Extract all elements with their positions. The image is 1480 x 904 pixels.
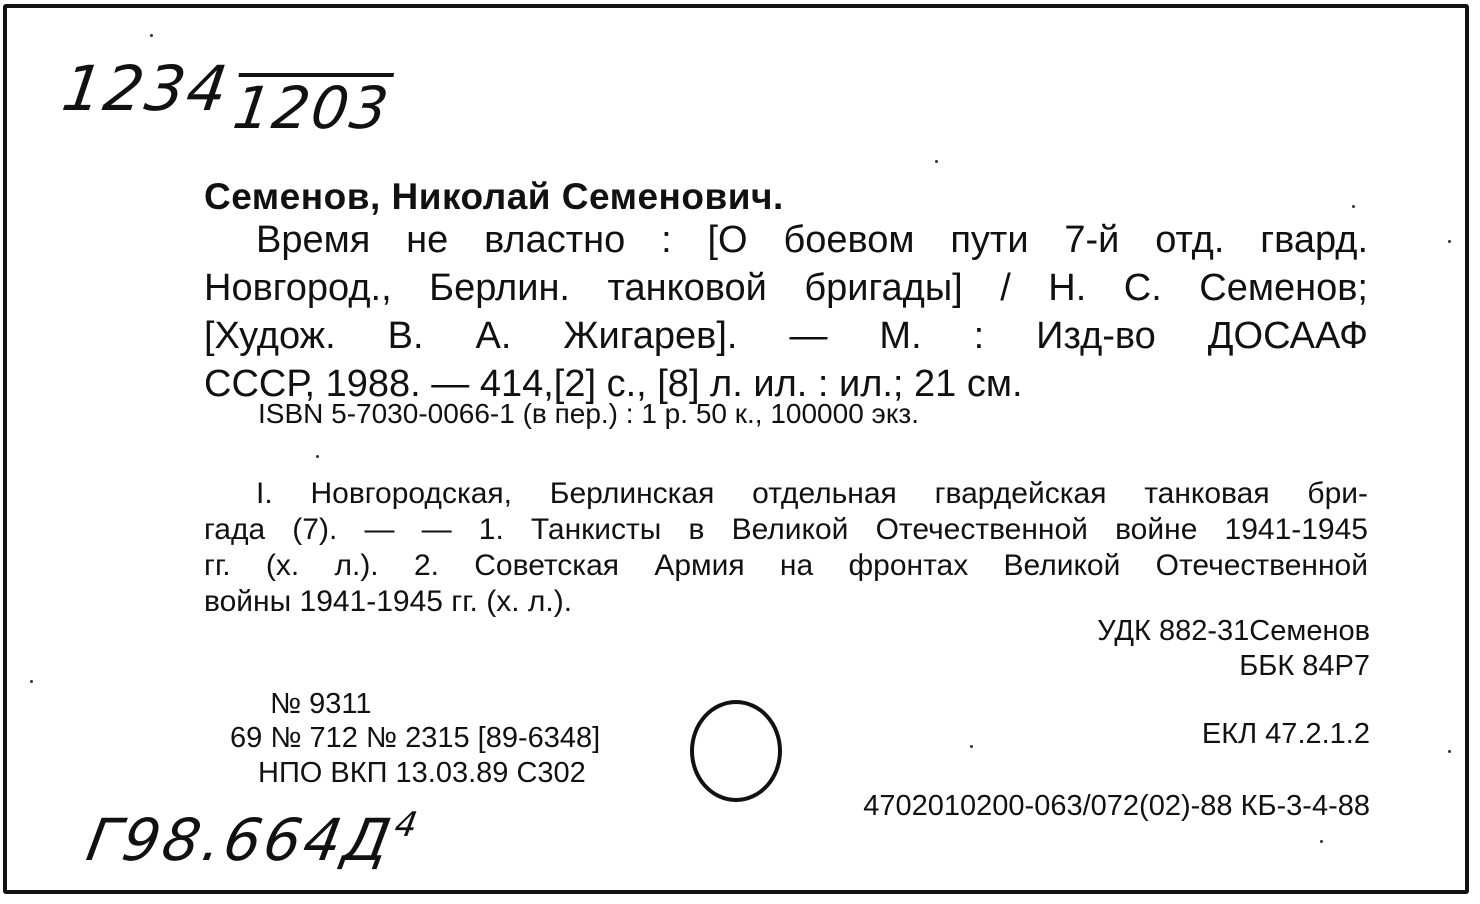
subject-line: I. Новгородская, Берлинская отдельная гвардейская танковая бри- — [256, 477, 1368, 510]
order-number: № 9311 — [270, 688, 372, 720]
scan-speck — [970, 745, 973, 748]
isbn-line: ISBN 5-7030-0066-1 (в пер.) : 1 р. 50 к., 100000 экз. — [258, 398, 920, 429]
udk-classification: УДК 882-31Семенов — [1097, 615, 1370, 647]
card-punch-hole — [690, 700, 782, 802]
subject-headings — [204, 476, 1368, 620]
print-numbers: 69 № 712 № 2315 [89-6348] — [230, 722, 601, 754]
bbk-classification: ББК 84Р7 — [1239, 650, 1370, 682]
handwritten-shelf-mark-over: 1203 — [229, 74, 395, 142]
scan-speck — [1448, 750, 1451, 753]
subject-line: гг. (х. л.). 2. Советская Армия на фронтах Великой Отечественной — [204, 549, 1368, 582]
handwritten-shelf-mark — [56, 52, 397, 142]
handwritten-shelf-mark-main: 1234 — [57, 52, 234, 125]
scan-speck — [1352, 205, 1355, 208]
subject-line: войны 1941-1945 гг. (х. л.). — [204, 585, 573, 618]
subject-line: гада (7). — — 1. Танкисты в Великой Отечественной войне 1941-1945 — [204, 513, 1368, 546]
scan-speck — [1448, 240, 1451, 243]
description-line: [Худож. В. А. Жигарев]. — М. : Изд-во ДОСААФ — [204, 315, 1368, 357]
handwritten-inventory-mark — [82, 805, 423, 874]
scan-speck — [150, 34, 153, 37]
author-heading: Семенов, Николай Семенович. — [204, 176, 784, 217]
scan-speck — [1320, 840, 1323, 843]
bibliographic-description — [204, 216, 1368, 408]
description-line: Время не властно : [О боевом пути 7-й отд. гвард. — [256, 219, 1368, 261]
publication-code: 4702010200-063/072(02)-88 КБ-3-4-88 — [863, 790, 1370, 822]
scan-speck — [30, 680, 33, 683]
scan-speck — [935, 160, 938, 163]
ekl-code: ЕКЛ 47.2.1.2 — [1201, 718, 1370, 750]
scan-speck — [316, 455, 319, 458]
handwritten-inventory-main: Г98.664Д — [81, 806, 399, 874]
handwritten-inventory-sup: 4 — [391, 805, 424, 845]
description-line: СССР, 1988. — 414,[2] с., [8] л. ил. : ил.; 21 см. — [204, 363, 1023, 405]
description-line: Новгород., Берлин. танковой бригады] / Н. С. Семенов; — [204, 267, 1368, 309]
printer-line: НПО ВКП 13.03.89 С302 — [258, 757, 586, 789]
